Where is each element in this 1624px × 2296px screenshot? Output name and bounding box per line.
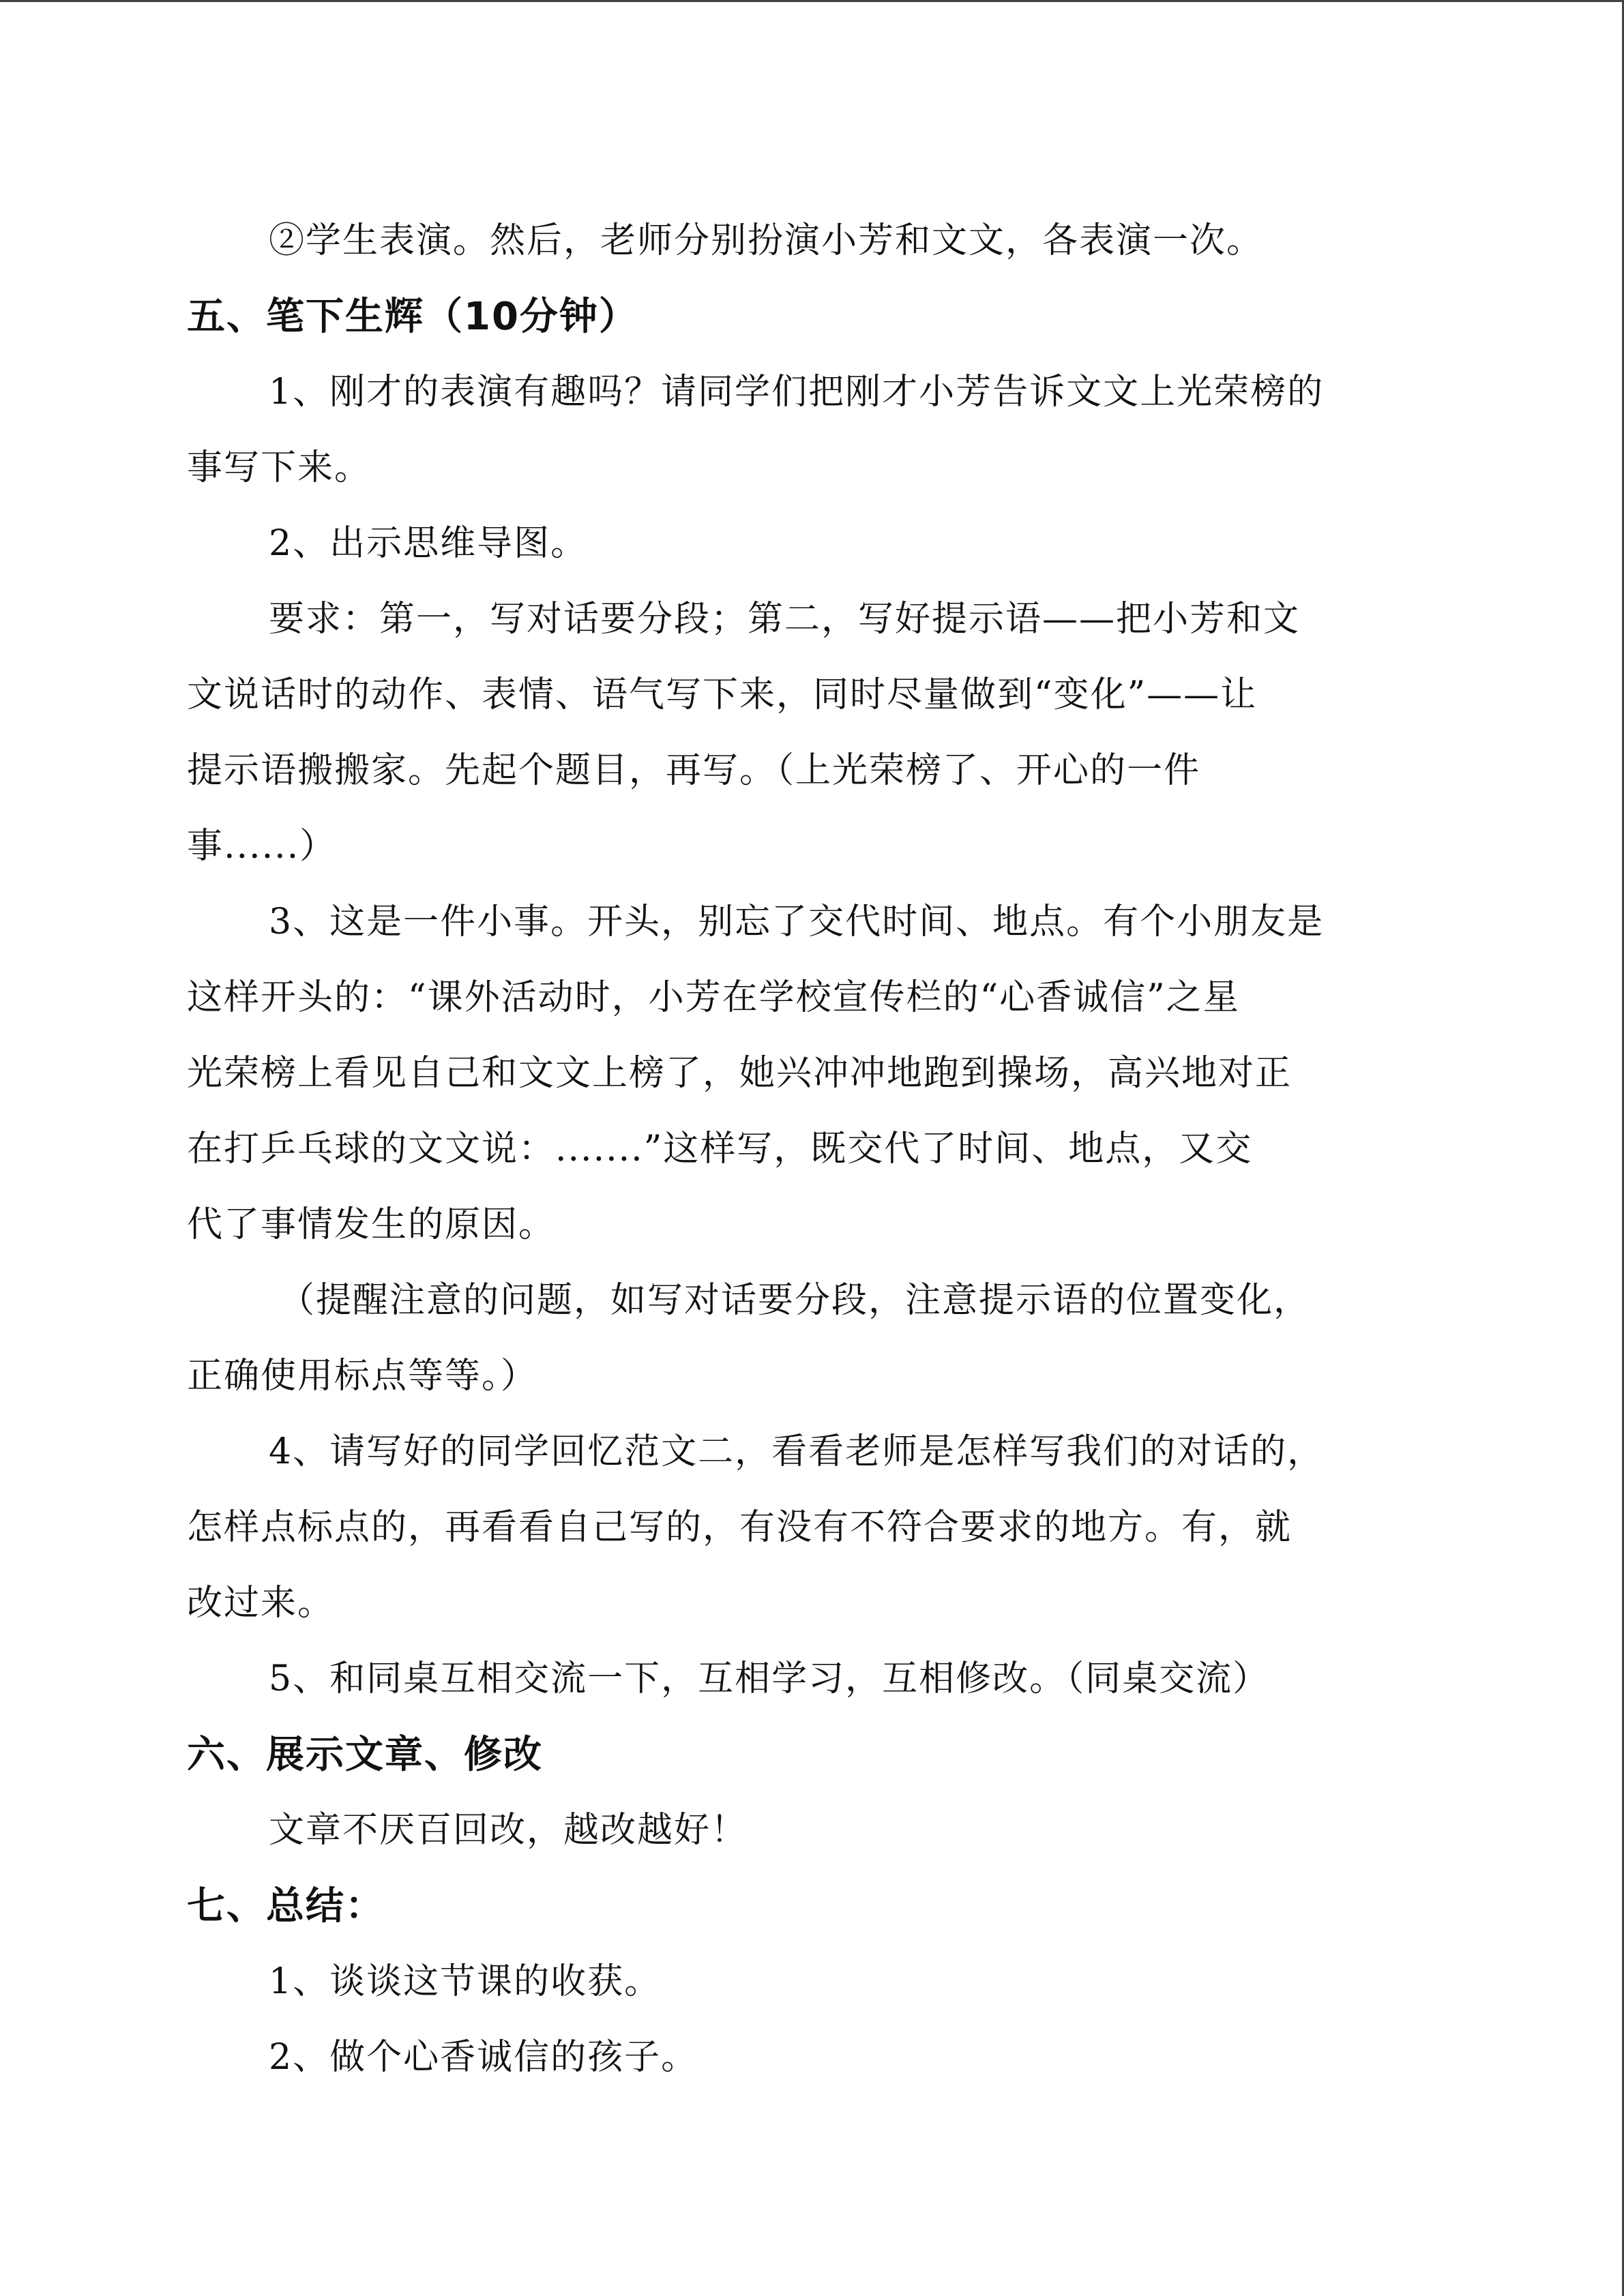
paragraph-line: 要求：第一，写对话要分段；第二，写好提示语——把小芳和文 [269,599,1301,640]
paragraph-line: 代了事情发生的原因。 [187,1204,556,1245]
paragraph-line: 这样开头的：“课外活动时，小芳在学校宣传栏的“心香诚信”之星 [187,977,1240,1018]
document-body [187,203,1438,2096]
paragraph-line: 怎样点标点的，再看看自己写的，有没有不符合要求的地方。有，就 [187,1507,1293,1548]
paragraph-line: 光荣榜上看见自己和文文上榜了，她兴冲冲地跑到操场，高兴地对正 [187,1053,1293,1094]
section-heading: 五、笔下生辉（10分钟） [187,295,638,339]
section-heading: 六、展示文章、修改 [187,1733,543,1777]
paragraph-line: （提醒注意的问题，如写对话要分段，注意提示语的位置变化， [279,1280,1311,1321]
paragraph-line: 2、出示思维导图。 [269,523,588,564]
paragraph-line: 正确使用标点等等。） [187,1356,538,1397]
paragraph-line: 事写下来。 [187,447,372,488]
paragraph-line: 1、刚才的表演有趣吗？请同学们把刚才小芳告诉文文上光荣榜的 [269,372,1325,413]
paragraph-line: 4、请写好的同学回忆范文二，看看老师是怎样写我们的对话的， [269,1431,1325,1472]
paragraph-line: 事......） [187,826,337,867]
paragraph-line: 5、和同桌互相交流一下，互相学习，互相修改。（同桌交流） [269,1658,1270,1699]
paragraph-line: 提示语搬搬家。先起个题目，再写。（上光荣榜了、开心的一件 [187,750,1201,791]
section-heading: 七、总结： [187,1884,385,1928]
paragraph-line: 在打乒乓球的文文说：.......”这样写，既交代了时间、地点，又交 [187,1129,1253,1169]
paragraph-line: 3、这是一件小事。开头，别忘了交代时间、地点。有个小朋友是 [269,901,1325,942]
paragraph-line: 2、做个心香诚信的孩子。 [269,2037,698,2078]
paragraph-line: ②学生表演。然后，老师分别扮演小芳和文文，各表演一次。 [269,220,1264,261]
paragraph-line: 文说话时的动作、表情、语气写下来，同时尽量做到“变化”——让 [187,674,1258,715]
paragraph-line: 改过来。 [187,1583,335,1624]
paragraph-line: 1、谈谈这节课的收获。 [269,1961,662,2002]
paragraph-line: 文章不厌百回改，越改越好！ [269,1810,748,1851]
